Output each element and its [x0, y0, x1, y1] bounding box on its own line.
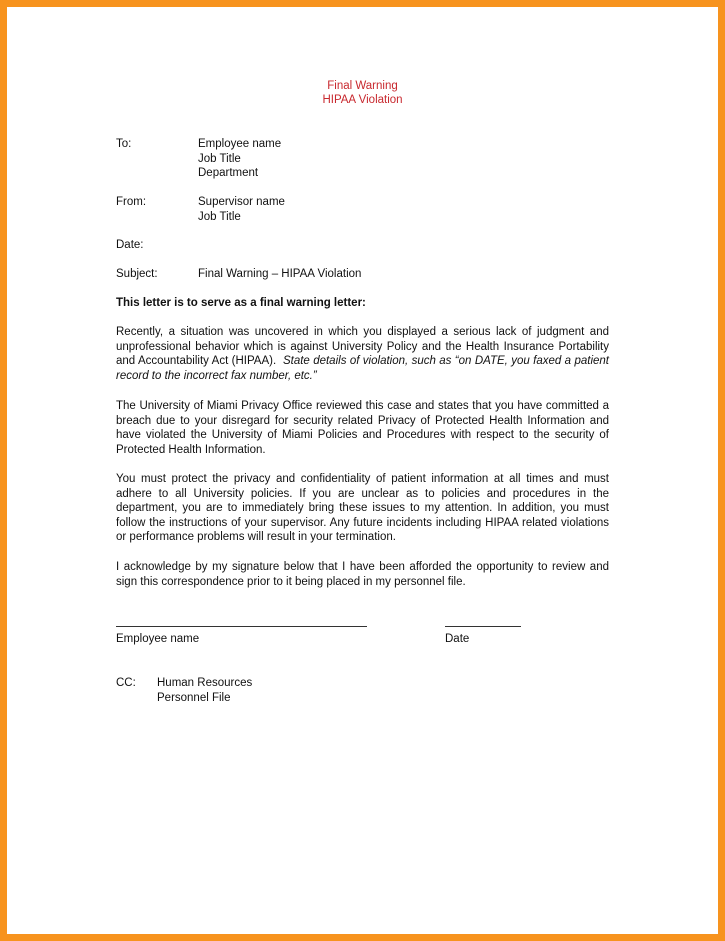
intro-statement: This letter is to serve as a final warning letter:	[116, 297, 366, 309]
paragraph-obligations: You must protect the privacy and confidentiality of patient information at all times and must adhere to all University policies. If you are unclear as to policies and procedures in the department, you are to immediately bring these issues to my attention. In addition, you must follow the instructions of your supervisor. Any future incidents including HIPAA related violations or performance problems will result in your termination.	[116, 473, 609, 544]
to-line-job-title: Job Title	[198, 152, 241, 165]
date-signature-line	[445, 626, 521, 627]
subject-label: Subject:	[116, 268, 158, 280]
paragraph-situation	[116, 325, 609, 383]
date-signature-label: Date	[445, 633, 470, 645]
to-line-department: Department	[198, 167, 259, 180]
paragraph-privacy-office: The University of Miami Privacy Office reviewed this case and states that you have committed a breach due to your disregard for security related Privacy of Protected Health Information and have violated the University of Miami Policies and Procedures with respect to the security of Protected Health Information.	[116, 400, 609, 456]
to-label: To:	[116, 138, 132, 150]
cc-line-personnel-file: Personnel File	[157, 691, 231, 704]
employee-name-label: Employee name	[116, 633, 200, 645]
paragraph-situation-italic: State details of violation, such as “on DATE, you faxed a patient record to the incorrect fax number, etc.”	[116, 355, 609, 382]
subject-value: Final Warning – HIPAA Violation	[198, 268, 362, 280]
from-line-job-title: Job Title	[198, 210, 241, 223]
cc-line-human-resources: Human Resources	[157, 677, 253, 689]
date-label: Date:	[116, 239, 144, 251]
to-line-employee: Employee name	[198, 138, 282, 150]
paragraph-acknowledgement: I acknowledge by my signature below that I have been afforded the opportunity to review and sign this correspondence prior to it being placed in my personnel file.	[116, 561, 609, 588]
employee-signature-line	[116, 626, 367, 627]
cc-label: CC:	[116, 677, 136, 689]
paragraph-situation-text: Recently, a situation was uncovered in which you displayed a serious lack of judgment and unprofessional behavior which is against University Policy and the Health Insurance Portability and Accountability Act (HIPAA).	[116, 326, 609, 368]
letter-title: Final Warning	[327, 80, 398, 92]
letter-subtitle: HIPAA Violation	[322, 94, 403, 106]
from-label: From:	[116, 196, 147, 208]
from-line-supervisor: Supervisor name	[198, 196, 285, 208]
